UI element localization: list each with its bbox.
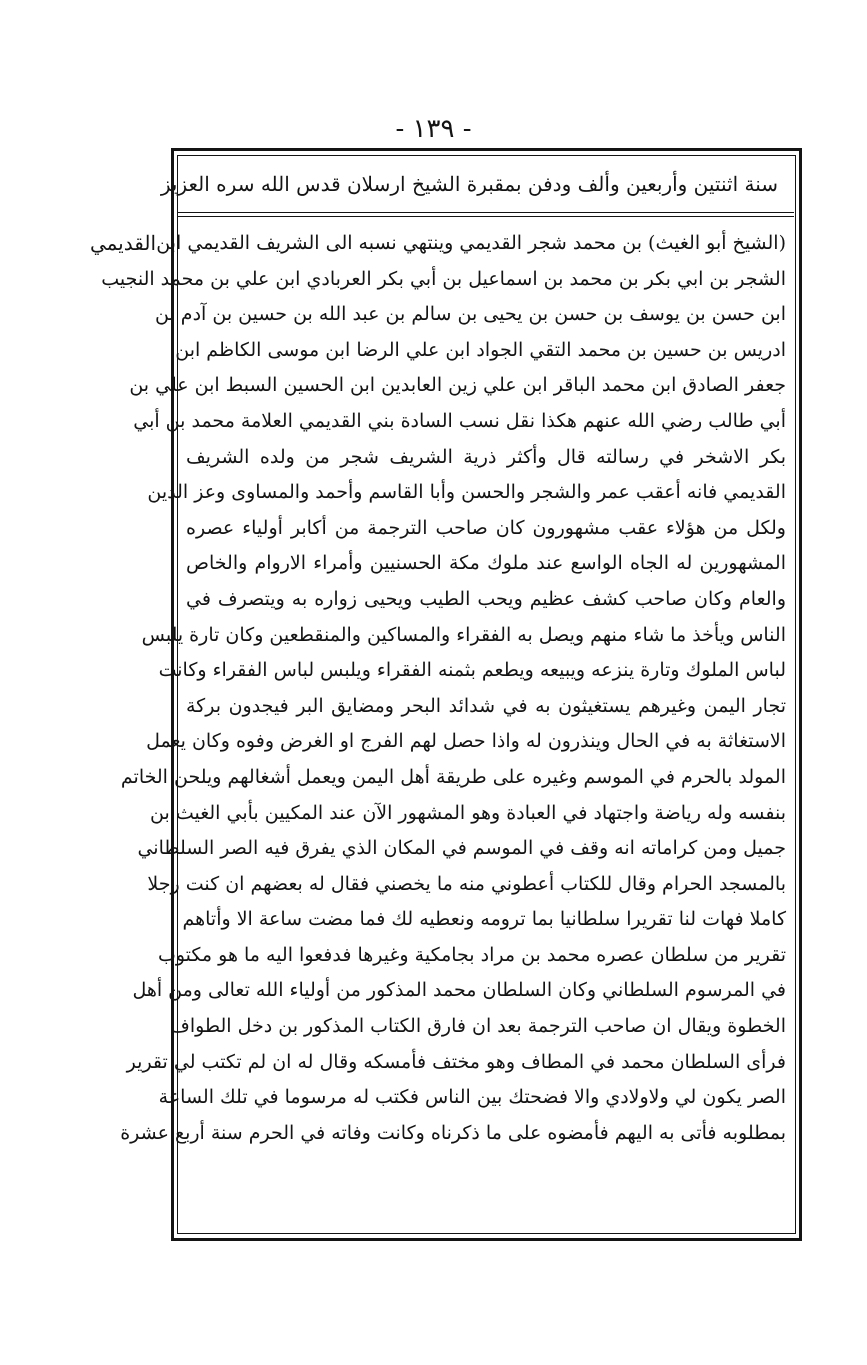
text-line: تجار اليمن وغيرهم يستغيثون به في شدائد البحر ومضايق البر فيجدون بركة	[186, 694, 786, 717]
text-line: الناس ويأخذ ما شاء منهم ويصل به الفقراء والمساكين والمنقطعين وكان تارة يلبس	[141, 623, 786, 646]
text-line: كاملا فهات لنا تقريرا سلطانيا بما ترومه ونعطيه لك فما مضت ساعة الا وأتاهم	[182, 908, 786, 931]
text-line: جميل ومن كراماته انه وقف في الموسم في المكان الذي يفرق فيه الصر السلطاني	[137, 837, 786, 860]
text-line: بالمسجد الحرام وقال للكتاب أعطوني منه ما يخصني فقال له بعضهم ان كنت رجلا	[147, 872, 786, 895]
text-line: الاستغاثة به في الحال وينذرون له واذا حصل لهم الفرج او الغرض وفوه وكان يعمل	[146, 730, 786, 753]
text-line: ولكل من هؤلاء عقب مشهورون كان صاحب الترجمة من أكابر أولياء عصره	[186, 516, 786, 539]
text-line: ابن حسن بن يوسف بن حسن بن يحيى بن سالم بن عبد الله بن حسين بن آدم بن	[155, 303, 786, 326]
text-line: المولد بالحرم في الموسم وغيره على طريقة أهل اليمن ويعمل أشغالهم ويلحن الخاتم	[120, 765, 786, 788]
text-line: في المرسوم السلطاني وكان السلطان محمد المذكور من أولياء الله تعالى ومن أهل	[132, 979, 786, 1002]
text-line: بنفسه وله رياضة واجتهاد في العبادة وهو المشهور الآن عند المكيين بأبي الغيث بن	[150, 801, 786, 824]
margin-note: القديمي	[89, 231, 157, 255]
text-line: أبي طالب رضي الله عنهم هكذا نقل نسب السادة بني القديمي العلامة محمد بن أبي	[133, 409, 786, 432]
text-line: والعام وكان صاحب كشف عظيم ويحب الطيب ويحيى زواره به ويتصرف في	[186, 587, 786, 610]
text-line: فرأى السلطان محمد في المطاف وهو مختف فأمسكه وقال له ان لم تكتب لي تقرير	[126, 1050, 786, 1073]
text-line: لباس الملوك وتارة ينزعه ويبيعه ويطعم بثمنه الفقراء ويلبس لباس الفقراء وكانت	[158, 659, 786, 682]
text-line: المشهورين له الجاه الواسع عند ملوك مكة الحسنيين وأمراء الاروام والخاص	[186, 552, 786, 575]
text-line: جعفر الصادق ابن محمد الباقر ابن علي زين العابدين ابن الحسين السبط ابن علي بن	[129, 374, 786, 397]
page-number: - ١٣٩ -	[395, 114, 472, 144]
text-line: ادريس بن حسين بن محمد التقي الجواد ابن علي الرضا ابن موسى الكاظم ابن	[175, 338, 786, 361]
text-line: بكر الاشخر في رسالته قال وأكثر ذرية الشريف شجر من ولده الشريف	[186, 445, 786, 468]
header-divider-secondary	[178, 216, 794, 217]
text-line: القديمي فانه أعقب عمر والشجر والحسن وأبا القاسم وأحمد والمساوى وعز الدين	[147, 481, 786, 504]
text-line: بمطلوبه فأتى به اليهم فأمضوه على ما ذكرناه وكانت وفاته في الحرم سنة أربع عشرة	[120, 1121, 786, 1144]
header-divider	[178, 212, 794, 213]
text-line: الخطوة ويقال ان صاحب الترجمة بعد ان فارق الكتاب المذكور بن دخل الطواف	[170, 1015, 786, 1038]
running-header: سنة اثنتين وأربعين وألف ودفن بمقبرة الشيخ ارسلان قدس الله سره العزيز	[160, 172, 778, 196]
text-line: الشجر بن ابي بكر بن محمد بن اسماعيل بن أبي بكر العربادي ابن علي بن محمد النجيب	[101, 267, 786, 290]
body-text	[101, 226, 786, 1151]
text-line: (الشيخ أبو الغيث) بن محمد شجر القديمي وينتهي نسبه الى الشريف القديمي ابن	[156, 232, 786, 254]
text-line: تقرير من سلطان عصره محمد بن مراد بجامكية وغيرها فدفعوا اليه ما هو مكتوب	[157, 943, 786, 966]
text-line: الصر يكون لي ولاولادي والا فضحتك بين الناس فكتب له مرسوما في تلك الساعة	[158, 1086, 786, 1109]
